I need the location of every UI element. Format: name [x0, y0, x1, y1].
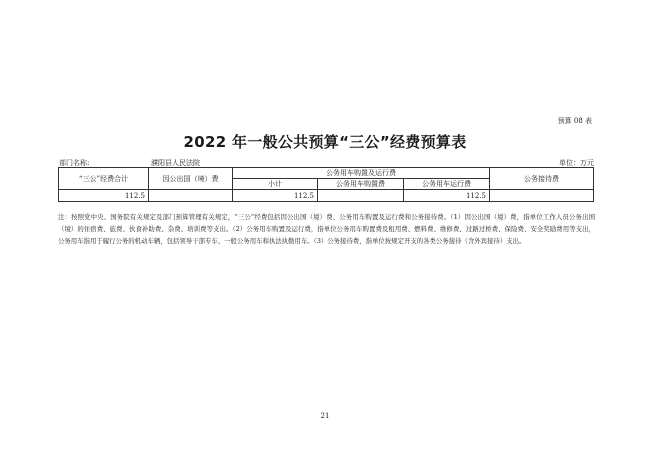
- cell-total: 112.5: [59, 190, 149, 202]
- department-label: 部门名称:: [59, 159, 90, 167]
- header-total: “三公”经费合计: [59, 168, 149, 190]
- budget-table: [58, 167, 594, 202]
- cell-abroad: [149, 190, 233, 202]
- header-abroad: 因公出国（境）费: [149, 168, 233, 190]
- cell-reception: [490, 190, 594, 202]
- header-vehicle-group: 公务用车购置及运行费: [233, 168, 490, 179]
- page-number: 21: [320, 412, 330, 420]
- notes-paragraph: 注：按照党中央、国务院有关规定及部门预算管理有关规定，“三公”经费包括因公出国（境）费、公务用车购置及运行费和公务接待费。（1）因公出国（境）费，指单位工作人员公务出国（境）的住宿费、旅费、伙食补助费、杂费、培训费等支出。（2）公务用车购置及运行费，指单位公务用车购置费及租用费、燃料费、维修费、过路过桥费、保险费、安全奖励费用等支出，公务用车指用于履行公务的机动车辆，包括领导干部专车、一般公务用车和执法执勤用车。（3）公务接待费，指单位按规定开支的各类公务接待（含外宾接待）支出。: [58, 213, 595, 245]
- unit-label: 单位：万元: [559, 159, 594, 167]
- page-title: 2022 年一般公共预算“三公”经费预算表: [183, 133, 467, 151]
- cell-operation: 112.5: [404, 190, 490, 202]
- cell-subtotal: 112.5: [233, 190, 318, 202]
- page-tag: 预算 08 表: [557, 117, 592, 125]
- header-subtotal: 小计: [233, 179, 318, 190]
- header-operation: 公务用车运行费: [404, 179, 490, 190]
- cell-purchase: [318, 190, 404, 202]
- header-reception: 公务接待费: [490, 168, 594, 190]
- department-value: 濮阳县人民法院: [151, 159, 200, 167]
- header-purchase: 公务用车购置费: [318, 179, 404, 190]
- table-header-row: [59, 168, 594, 179]
- table-row: [59, 190, 594, 202]
